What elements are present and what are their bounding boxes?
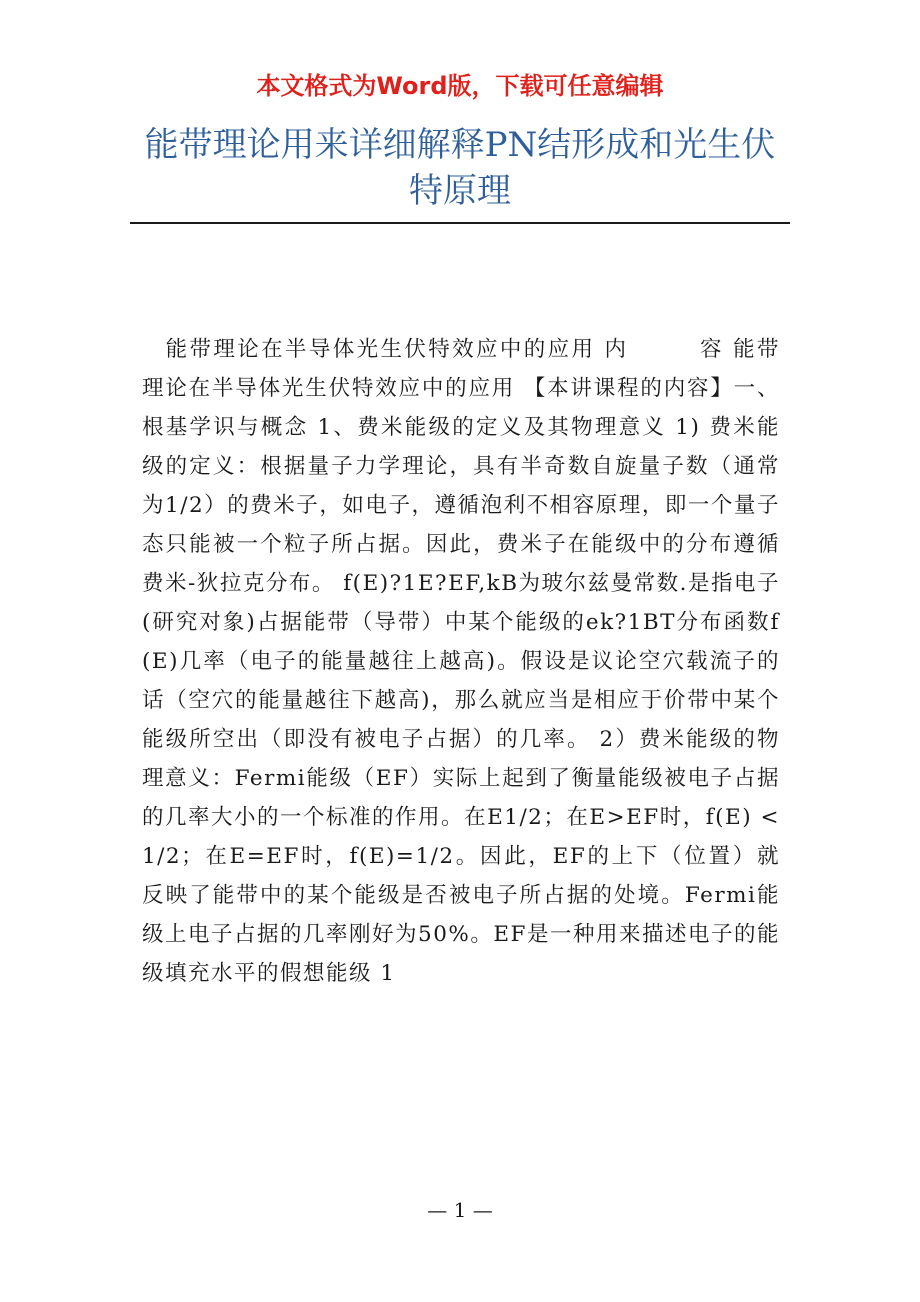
document-body: 能带理论在半导体光生伏特效应中的应用 内 容 能带理论在半导体光生伏特效应中的应用 【本讲课程的内容】一、根基学识与概念 1、费米能级的定义及其物理意义 1) 费米能级的定义：根据量子力学理论，具有半奇数自旋量子数（通常为1/2）的费米子，如电子，遵循泡利不相容原理，即一个量子态只能被一个粒子所占据。因此，费米子在能级中的分布遵循费米-狄拉克分布。 f(E)?1E?EF,kB为玻尔兹曼常数.是指电子(研究对象)占据能带（导带）中某个能级的ek?1BT分布函数f(E)几率（电子的能量越往上越高)。假设是议论空穴载流子的话（空穴的能量越往下越高)，那么就应当是相应于价带中某个能级所空出（即没有被电子占据）的几率。 2）费米能级的物理意义：Fermi能级（EF）实际上起到了衡量能级被电子占据的几率大小的一个标准的作用。在E1/2；在E>EF时，f(E) <1/2；在E=EF时，f(E)=1/2。因此，EF的上下（位置）就反映了能带中的某个能级是否被电子所占据的处境。Fermi能级上电子占据的几率刚好为50%。EF是一种用来描述电子的能级填充水平的假想能级 1 [142, 337, 780, 986]
title-line-1: 能带理论用来详细解释PN结形成和光生伏 [144, 125, 776, 165]
page-number: — 1 — [427, 1198, 493, 1222]
title-line-2: 特原理 [409, 171, 511, 211]
download-banner: 本文格式为Word版，下载可任意编辑 [256, 72, 664, 100]
document-title [130, 122, 790, 214]
title-divider [130, 222, 790, 224]
